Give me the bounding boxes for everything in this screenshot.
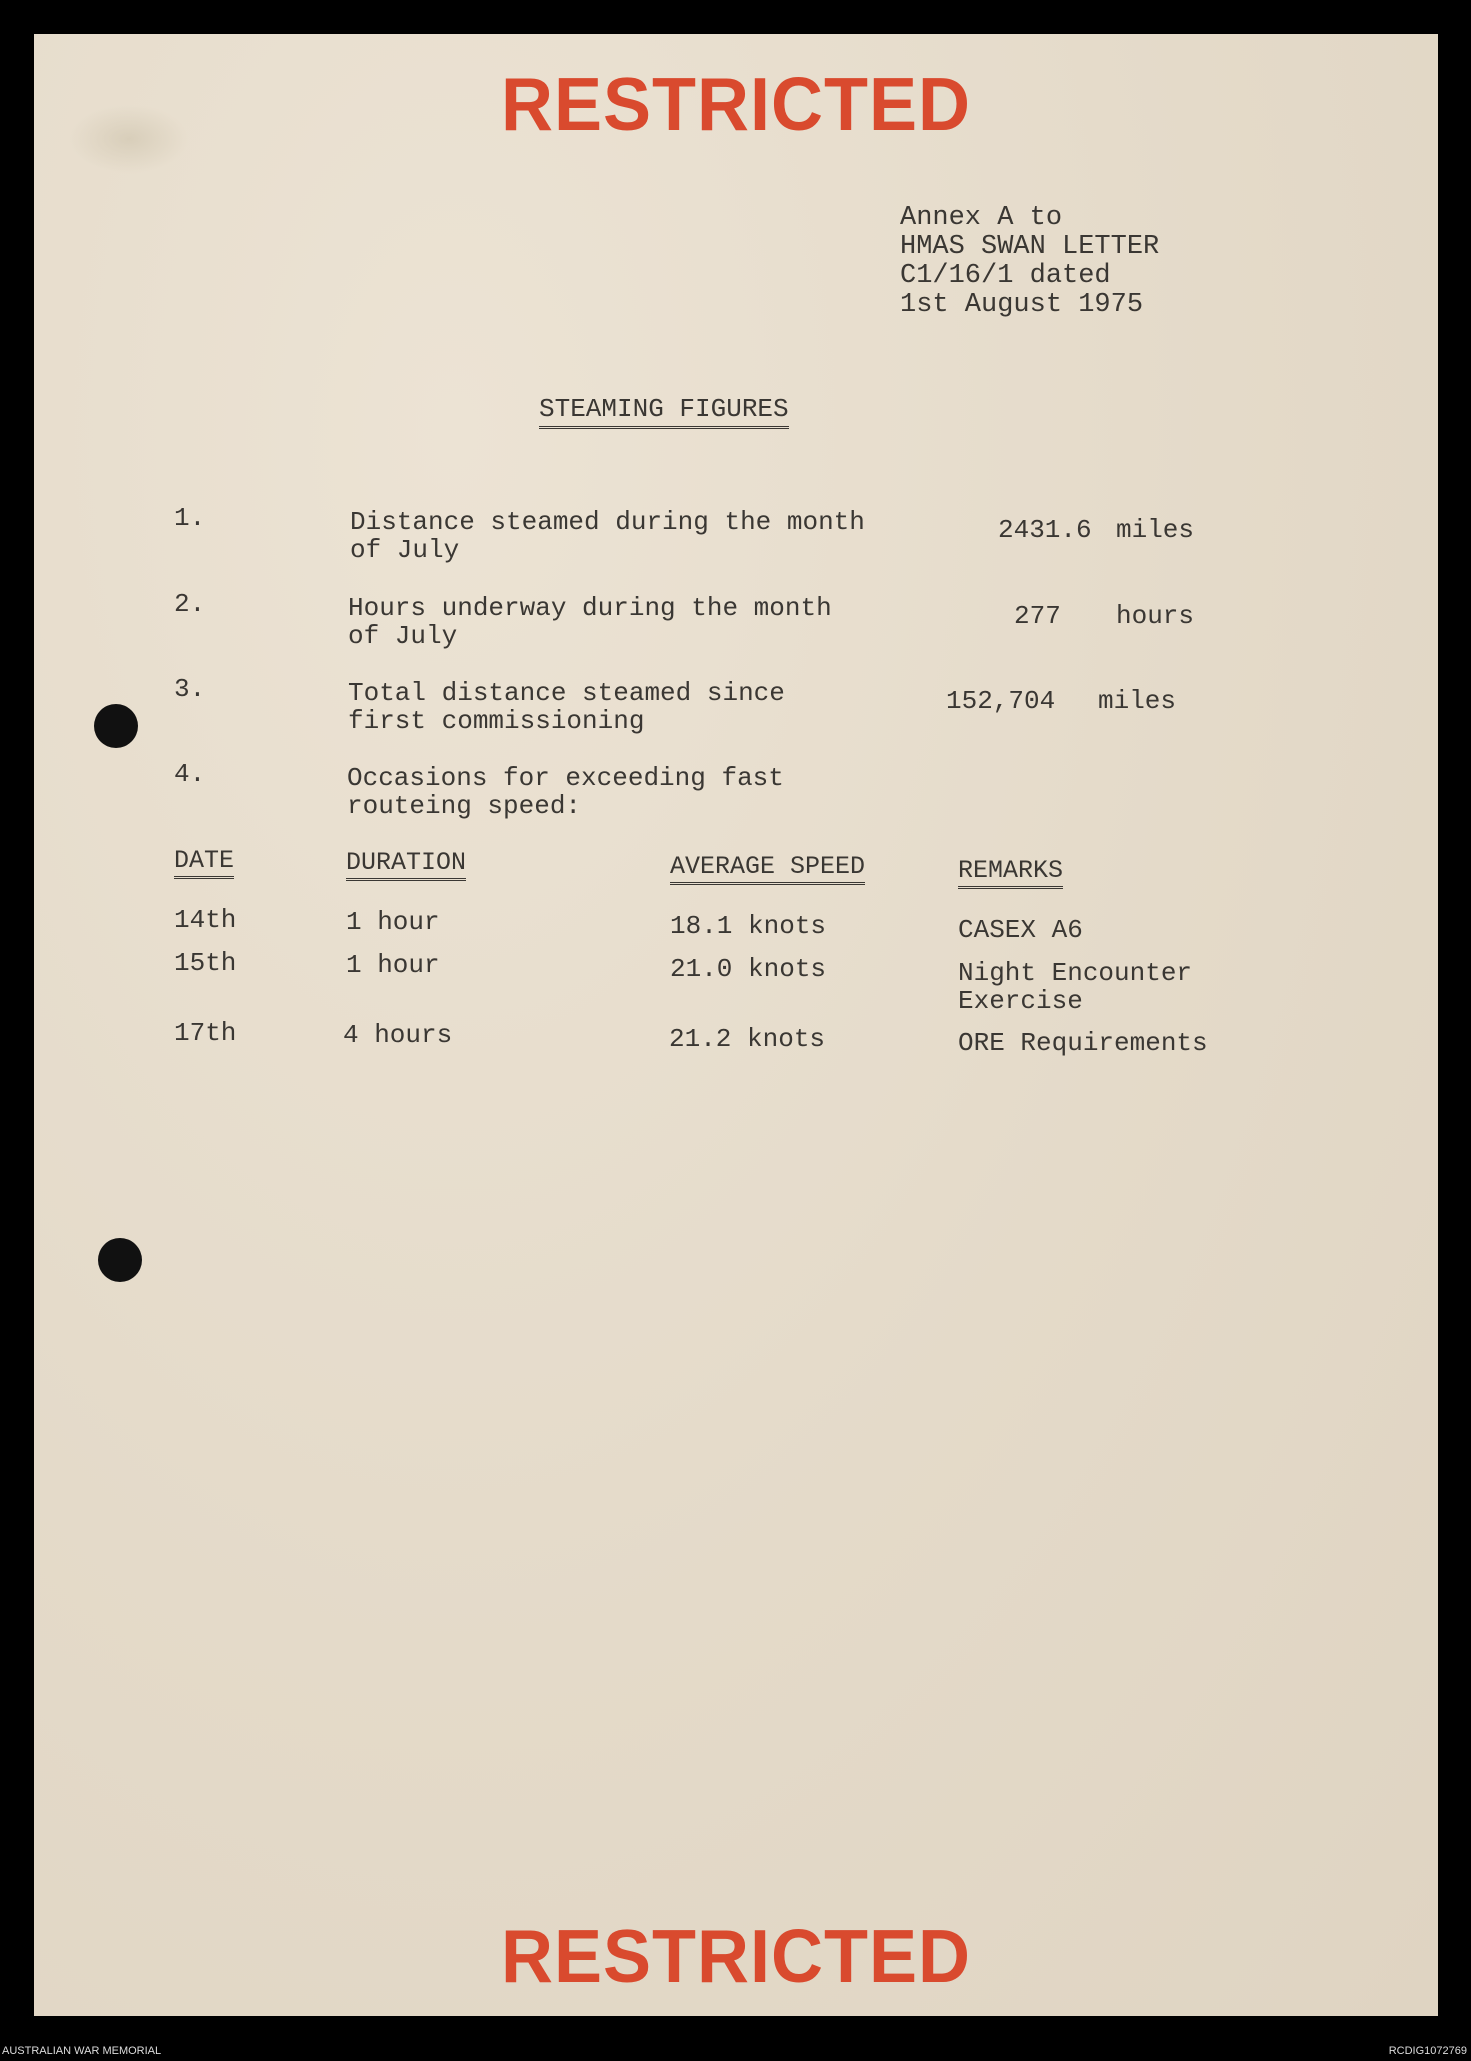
- table-row-2-speed: 21.0 knots: [670, 954, 827, 984]
- item-1-unit: miles: [1116, 515, 1195, 545]
- col-header-duration: DURATION: [346, 848, 466, 881]
- table-row-3-remarks: ORE Requirements: [958, 1028, 1208, 1058]
- table-row-3-speed: 21.2 knots: [669, 1024, 826, 1054]
- annex-line-1: Annex A to: [900, 203, 1063, 233]
- annex-line-2: HMAS SWAN LETTER: [900, 232, 1160, 262]
- restricted-stamp-top: RESTRICTED: [500, 63, 972, 147]
- item-4-text: Occasions for exceeding fast routeing speed:: [347, 763, 784, 821]
- item-2-number: 2.: [174, 589, 206, 619]
- table-row-2-duration: 1 hour: [346, 950, 440, 980]
- table-row-3-duration: 4 hours: [343, 1020, 453, 1050]
- item-3-number: 3.: [174, 674, 206, 704]
- item-1-text: Distance steamed during the month of July: [350, 507, 865, 565]
- table-row-1-speed: 18.1 knots: [670, 911, 827, 941]
- table-row-2-date: 15th: [174, 948, 237, 978]
- document-page: [34, 34, 1438, 2016]
- col-header-average-speed: AVERAGE SPEED: [670, 852, 865, 885]
- item-4-number: 4.: [174, 759, 206, 789]
- item-3-text: Total distance steamed since first commissioning: [348, 678, 785, 736]
- item-1-number: 1.: [174, 503, 206, 533]
- table-row-1-date: 14th: [174, 905, 237, 935]
- table-row-1-remarks: CASEX A6: [958, 915, 1083, 945]
- restricted-stamp-bottom: RESTRICTED: [500, 1915, 972, 1999]
- punch-hole-upper: [94, 704, 138, 748]
- item-2-unit: hours: [1116, 601, 1195, 631]
- col-header-remarks: REMARKS: [958, 856, 1063, 889]
- item-3-unit: miles: [1098, 686, 1177, 716]
- footer-archive-id: RCDIG1072769: [1388, 2045, 1467, 2057]
- punch-hole-lower: [98, 1238, 142, 1282]
- item-3-value: 152,704: [946, 686, 1056, 716]
- table-row-2-remarks: Night Encounter Exercise: [958, 958, 1193, 1016]
- annex-line-4: 1st August 1975: [900, 290, 1144, 320]
- table-row-3-date: 17th: [174, 1018, 237, 1048]
- footer-archive-name: AUSTRALIAN WAR MEMORIAL: [2, 2045, 162, 2057]
- document-heading: STEAMING FIGURES: [539, 394, 789, 429]
- item-2-text: Hours underway during the month of July: [348, 593, 832, 651]
- table-row-1-duration: 1 hour: [346, 907, 440, 937]
- annex-line-3: C1/16/1 dated: [900, 261, 1111, 291]
- item-1-value: 2431.6: [998, 515, 1092, 545]
- col-header-date: DATE: [174, 846, 234, 879]
- item-2-value: 277: [1014, 601, 1061, 631]
- annex-reference: [900, 204, 1159, 320]
